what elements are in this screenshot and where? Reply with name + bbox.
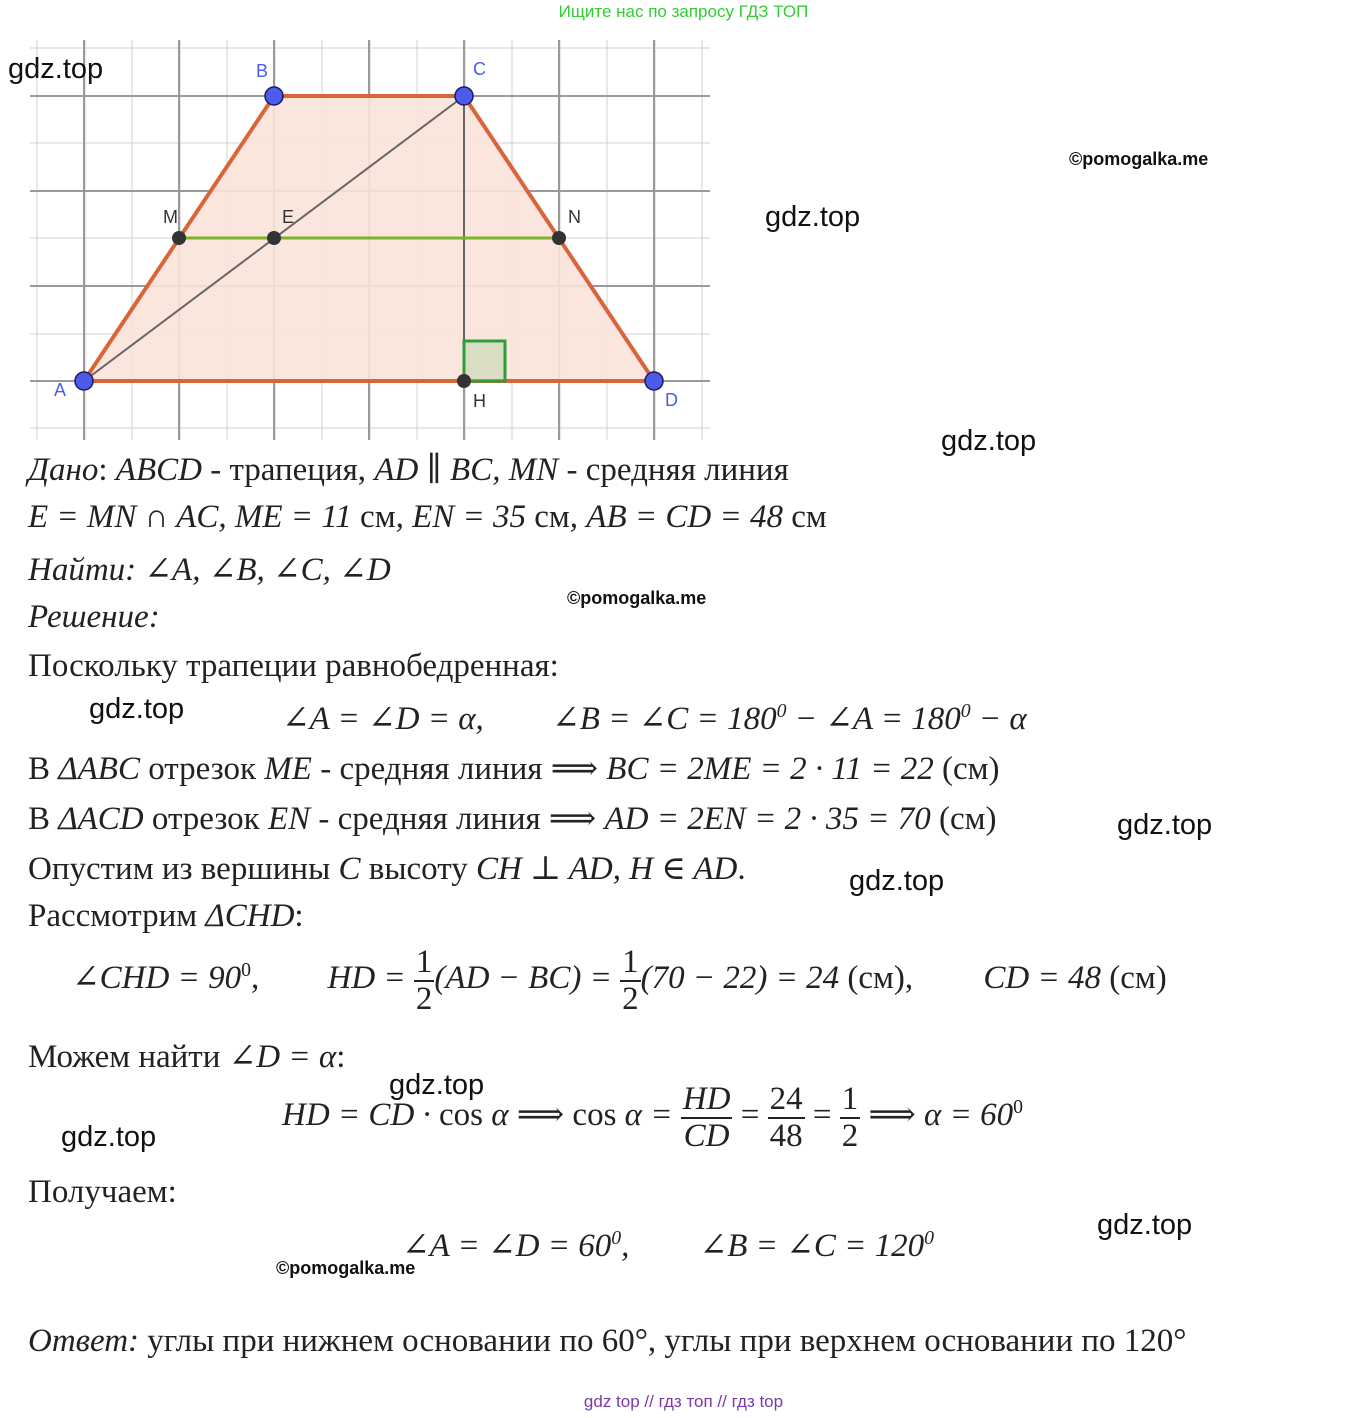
- result-label: Получаем:: [28, 1174, 177, 1210]
- point-m: [172, 231, 186, 245]
- watermark-copyright: ©pomogalka.me: [1069, 149, 1209, 169]
- cos-equation: HD = CD · cos α ⟹ cos α = $\frac{HD}{CD}$ = $\frac{24}{48}$ = $\frac{1}{2}$ ⟹ $\alpha = 60^0$: [282, 1081, 1023, 1154]
- watermark-gdz: gdz.top: [1097, 1209, 1193, 1241]
- point-n: [552, 231, 566, 245]
- fraction-hd-cd: $\frac{HD}{CD}$: [682, 1081, 731, 1154]
- vertex-c: [455, 87, 473, 105]
- search-banner: Ищите нас по запросу ГДЗ ТОП: [558, 2, 809, 21]
- abc-line: В ΔABC отрезок ME - средняя линия ⟹ BC = 2ME = 2 · 11 = 22 (см): [28, 751, 1000, 787]
- given-line-2: E = MN ∩ AC, ME = 11 см, EN = 35 см, AB = CD = 48 см: [28, 499, 827, 535]
- drop-height-line: Опустим из вершины C высоту CH ⊥ AD, H ∈ AD.: [28, 851, 746, 887]
- watermark-gdz: gdz.top: [849, 865, 945, 897]
- label-m: M: [163, 207, 178, 227]
- fraction-half: $\frac{1}{2}$: [841, 1081, 859, 1154]
- given-line-1: Дано: ABCD - трапеция, AD ∥ BC, MN - средняя линия: [28, 452, 789, 488]
- angles-equation: ∠A = ∠D = α, ∠B = ∠C = $180^0$ − ∠A = $180^0 - \alpha$: [282, 700, 1027, 737]
- fraction-half: $\frac{1}{2}$: [415, 944, 433, 1017]
- answer-line: Ответ: углы при нижнем основании по 60°, углы при верхнем основании по 120°: [28, 1323, 1187, 1359]
- watermark-gdz: gdz.top: [61, 1121, 157, 1153]
- footer-links: gdz top // гдз топ // гдз top: [583, 1392, 784, 1411]
- watermark-gdz: gdz.top: [941, 425, 1037, 457]
- point-e: [267, 231, 281, 245]
- given-label: Дано: [28, 452, 99, 488]
- label-a: A: [54, 380, 67, 400]
- trapezoid-figure: [30, 40, 720, 440]
- fraction-24-48: $\frac{24}{48}$: [769, 1081, 803, 1154]
- watermark-gdz: gdz.top: [1117, 809, 1213, 841]
- since-line: Поскольку трапеции равнобедренная:: [28, 648, 559, 684]
- label-e: E: [282, 207, 295, 227]
- label-b: B: [256, 61, 269, 81]
- watermark-copyright: ©pomogalka.me: [276, 1258, 416, 1278]
- watermark-copyright: ©pomogalka.me: [567, 588, 707, 608]
- watermark-gdz: gdz.top: [89, 693, 185, 725]
- find-label: Найти:: [28, 552, 137, 588]
- watermark-gdz: gdz.top: [765, 201, 861, 233]
- fraction-half: $\frac{1}{2}$: [622, 944, 639, 1017]
- label-h: H: [473, 391, 486, 411]
- label-d: D: [665, 390, 678, 410]
- can-find-line: Можем найти ∠D = α:: [28, 1039, 346, 1075]
- label-n: N: [568, 207, 581, 227]
- solution-label: Решение:: [28, 599, 160, 635]
- label-c: C: [473, 59, 486, 79]
- chd-equations: ∠CHD = $90^0$, HD = $\frac{1}{2}$ (AD − BC) = $\frac{1}{2}$ (70 − 22) = 24 (см), CD = 48 (см): [72, 944, 1167, 1017]
- acd-line: В ΔACD отрезок EN - средняя линия ⟹ AD = 2EN = 2 · 35 = 70 (см): [28, 801, 997, 837]
- result-equation: ∠A = ∠D = $60^0$, ∠B = ∠C = $120^0$: [402, 1227, 935, 1264]
- find-line: Найти: ∠A, ∠B, ∠C, ∠D: [28, 552, 391, 588]
- watermark-gdz: gdz.top: [8, 53, 104, 85]
- point-h: [457, 374, 471, 388]
- vertex-a: [75, 372, 93, 390]
- vertex-b: [265, 87, 283, 105]
- consider-line: Рассмотрим ΔCHD:: [28, 898, 304, 934]
- right-angle-mark: [464, 341, 505, 381]
- answer-label: Ответ:: [28, 1323, 140, 1359]
- vertex-d: [645, 372, 663, 390]
- watermark-gdz: gdz.top: [389, 1069, 485, 1101]
